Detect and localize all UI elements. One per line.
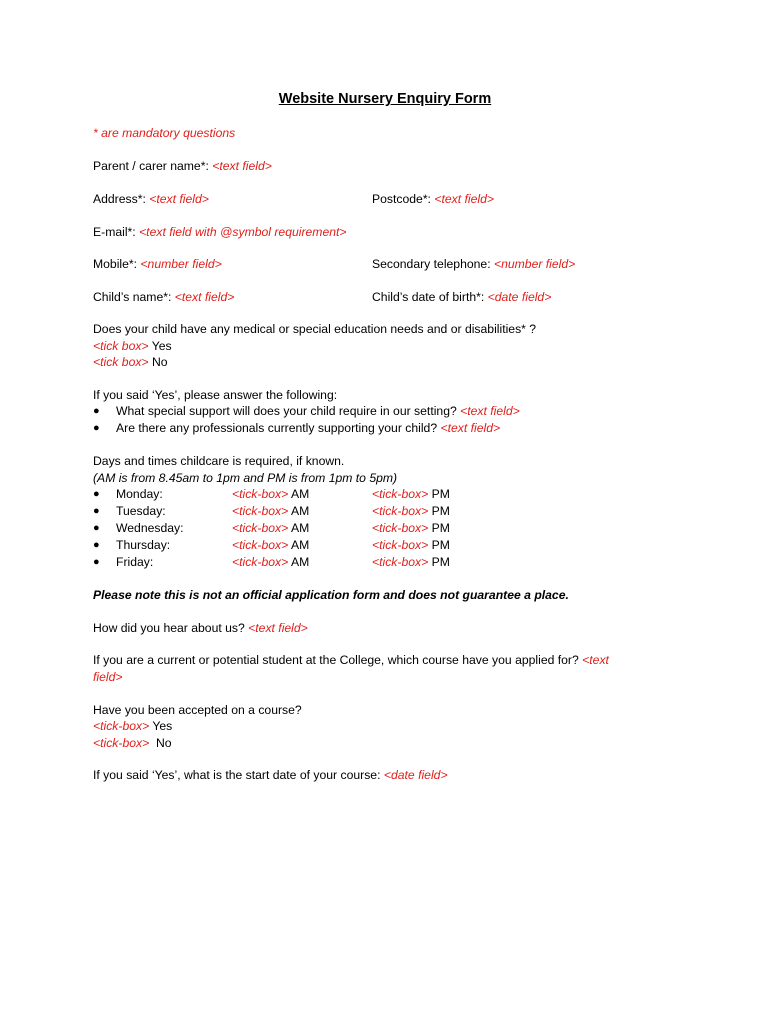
official-note: Please note this is not an official application form and does not guarantee a place. [93, 588, 569, 602]
page-title: Website Nursery Enquiry Form [278, 91, 492, 107]
pm-label: PM [428, 521, 450, 535]
professionals-field[interactable]: <text field> [440, 421, 501, 435]
email-field[interactable]: <text field with @symbol requirement> [139, 225, 347, 239]
bullet-icon: ● [93, 422, 100, 434]
start-date-row [93, 767, 448, 783]
email-row [93, 224, 347, 240]
medical-option-yes [93, 338, 172, 354]
support-question-text: What special support will does your child require in our setting? [116, 404, 461, 418]
day-label-tuesday: Tuesday: [116, 504, 166, 518]
professionals-question [116, 420, 500, 436]
accepted-no-tickbox[interactable]: <tick-box> [93, 736, 150, 750]
wednesday-pm-tickbox[interactable]: <tick-box> [372, 521, 429, 535]
day-label-wednesday: Wednesday: [116, 521, 184, 535]
child-name-field[interactable]: <text field> [174, 290, 235, 304]
hear-about-row [93, 620, 308, 636]
email-label: E-mail*: [93, 225, 140, 239]
days-note: (AM is from 8.45am to 1pm and PM is from 1pm to 5pm) [93, 471, 398, 485]
bullet-icon: ● [93, 539, 100, 551]
mobile-label: Mobile*: [93, 257, 141, 271]
hear-about-field[interactable]: <text field> [248, 621, 308, 635]
parent-name-row [93, 158, 272, 174]
wednesday-pm [372, 520, 450, 536]
address-field[interactable]: <text field> [149, 192, 209, 206]
thursday-pm-tickbox[interactable]: <tick-box> [372, 538, 429, 552]
pm-label: PM [428, 487, 450, 501]
am-label: AM [288, 538, 310, 552]
friday-am-tickbox[interactable]: <tick-box> [232, 555, 289, 569]
tuesday-pm [372, 503, 450, 519]
accepted-option-no [93, 735, 172, 751]
days-intro: Days and times childcare is required, if known. [93, 454, 345, 468]
friday-pm [372, 554, 450, 570]
professionals-question-text: Are there any professionals currently supporting your child? [116, 421, 441, 435]
mobile-field[interactable]: <number field> [140, 257, 222, 271]
start-date-label: If you said ‘Yes’, what is the start date of your course: [93, 768, 384, 782]
tuesday-pm-tickbox[interactable]: <tick-box> [372, 504, 429, 518]
address-label: Address*: [93, 192, 150, 206]
medical-question: Does your child have any medical or special education needs and or disabilities* ? [93, 322, 537, 336]
am-label: AM [288, 487, 310, 501]
mobile-row [93, 256, 222, 272]
am-label: AM [288, 504, 310, 518]
parent-name-label: Parent / carer name*: [93, 159, 213, 173]
course-row [93, 652, 609, 668]
wednesday-am [232, 520, 309, 536]
postcode-label: Postcode*: [372, 192, 435, 206]
bullet-icon: ● [93, 522, 100, 534]
support-field[interactable]: <text field> [460, 404, 520, 418]
friday-pm-tickbox[interactable]: <tick-box> [372, 555, 429, 569]
child-name-row [93, 289, 234, 305]
start-date-field[interactable]: <date field> [383, 768, 448, 782]
postcode-field[interactable]: <text field> [434, 192, 494, 206]
tuesday-am-tickbox[interactable]: <tick-box> [232, 504, 289, 518]
bullet-icon: ● [93, 488, 100, 500]
am-label: AM [288, 555, 310, 569]
mandatory-note: * are mandatory questions [93, 126, 236, 140]
accepted-no-label: No [149, 736, 172, 750]
thursday-am-tickbox[interactable]: <tick-box> [232, 538, 289, 552]
wednesday-am-tickbox[interactable]: <tick-box> [232, 521, 289, 535]
medical-yes-tickbox[interactable]: <tick box> [93, 339, 149, 353]
parent-name-field[interactable]: <text field> [212, 159, 272, 173]
secondary-phone-field[interactable]: <number field> [493, 257, 576, 271]
bullet-icon: ● [93, 505, 100, 517]
child-name-label: Child’s name*: [93, 290, 175, 304]
medical-no-tickbox[interactable]: <tick box> [93, 355, 149, 369]
bullet-icon: ● [93, 556, 100, 568]
secondary-phone-row [372, 256, 575, 272]
support-question [116, 403, 520, 419]
if-yes-intro: If you said ‘Yes’, please answer the following: [93, 388, 338, 402]
child-dob-label: Child’s date of birth*: [372, 290, 488, 304]
friday-am [232, 554, 309, 570]
bullet-icon: ● [93, 405, 100, 417]
child-dob-row [372, 289, 551, 305]
course-field[interactable]: <text [582, 653, 609, 667]
medical-yes-label: Yes [148, 339, 172, 353]
day-label-monday: Monday: [116, 487, 163, 501]
course-label: If you are a current or potential student at the College, which course have you applied for? [93, 653, 583, 667]
thursday-am [232, 537, 309, 553]
medical-option-no [93, 354, 168, 370]
day-label-thursday: Thursday: [116, 538, 171, 552]
thursday-pm [372, 537, 450, 553]
am-label: AM [288, 521, 310, 535]
pm-label: PM [428, 504, 450, 518]
monday-pm [372, 486, 450, 502]
monday-am-tickbox[interactable]: <tick-box> [232, 487, 289, 501]
medical-no-label: No [148, 355, 168, 369]
day-label-friday: Friday: [116, 555, 154, 569]
course-field-continued[interactable]: field> [93, 670, 123, 684]
hear-about-label: How did you hear about us? [93, 621, 249, 635]
accepted-question: Have you been accepted on a course? [93, 703, 302, 717]
secondary-phone-label: Secondary telephone: [372, 257, 494, 271]
accepted-yes-label: Yes [149, 719, 173, 733]
accepted-option-yes [93, 718, 172, 734]
tuesday-am [232, 503, 309, 519]
child-dob-field[interactable]: <date field> [487, 290, 552, 304]
pm-label: PM [428, 555, 450, 569]
monday-pm-tickbox[interactable]: <tick-box> [372, 487, 429, 501]
address-row [93, 191, 209, 207]
monday-am [232, 486, 309, 502]
postcode-row [372, 191, 494, 207]
pm-label: PM [428, 538, 450, 552]
accepted-yes-tickbox[interactable]: <tick-box> [93, 719, 150, 733]
